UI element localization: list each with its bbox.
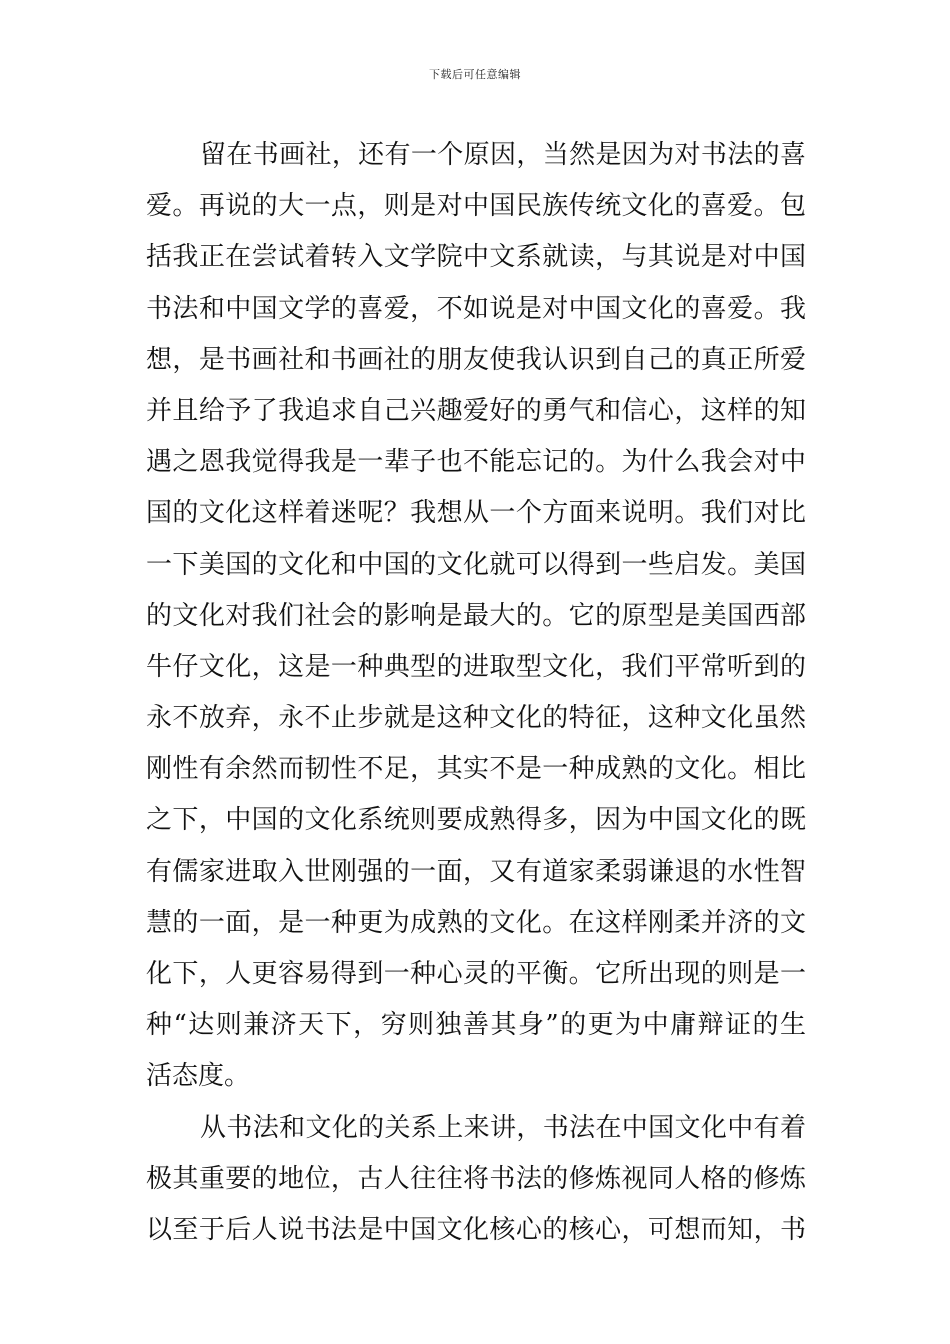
text-line: 一下美国的文化和中国的文化就可以得到一些启发。美国 [146,549,806,580]
text-line: 从书法和文化的关系上来讲，书法在中国文化中有着 [200,1112,806,1143]
text-line: 之下，中国的文化系统则要成熟得多，因为中国文化的既 [146,805,806,836]
text-line: 极其重要的地位，古人往往将书法的修炼视同人格的修炼 [146,1163,806,1194]
page-header: 下载后可任意编辑 [429,68,521,81]
text-line: 牛仔文化，这是一种典型的进取型文化，我们平常听到的 [146,651,806,682]
text-line: 有儒家进取入世刚强的一面，又有道家柔弱谦退的水性智 [146,856,806,887]
text-line: 遇之恩我觉得我是一辈子也不能忘记的。为什么我会对中 [146,447,806,478]
text-line: 化下，人更容易得到一种心灵的平衡。它所出现的则是一 [146,959,806,989]
text-line: 留在书画社，还有一个原因，当然是因为对书法的喜 [200,140,806,170]
text-line: 并且给予了我追求自己兴趣爱好的勇气和信心，这样的知 [146,395,806,426]
text-line: 以至于后人说书法是中国文化核心的核心，可想而知，书 [146,1214,806,1245]
text-line: 想，是书画社和书画社的朋友使我认识到自己的真正所爱 [146,344,806,375]
text-line: 种“达则兼济天下，穷则独善其身”的更为中庸辩证的生 [146,1010,806,1041]
text-line: 的文化对我们社会的影响是最大的。它的原型是美国西部 [146,600,806,631]
text-line: 永不放弃，永不止步就是这种文化的特征，这种文化虽然 [146,703,806,734]
text-line: 国的文化这样着迷呢？我想从一个方面来说明。我们对比 [146,498,806,529]
text-line: 活态度。 [146,1061,251,1092]
text-line: 刚性有余然而韧性不足，其实不是一种成熟的文化。相比 [146,754,806,785]
text-line: 书法和中国文学的喜爱，不如说是对中国文化的喜爱。我 [146,293,806,324]
text-line: 括我正在尝试着转入文学院中文系就读，与其说是对中国 [146,242,806,273]
text-line: 慧的一面，是一种更为成熟的文化。在这样刚柔并济的文 [146,907,806,938]
document-body [146,130,806,1256]
text-line: 爱。再说的大一点，则是对中国民族传统文化的喜爱。包 [146,191,806,222]
